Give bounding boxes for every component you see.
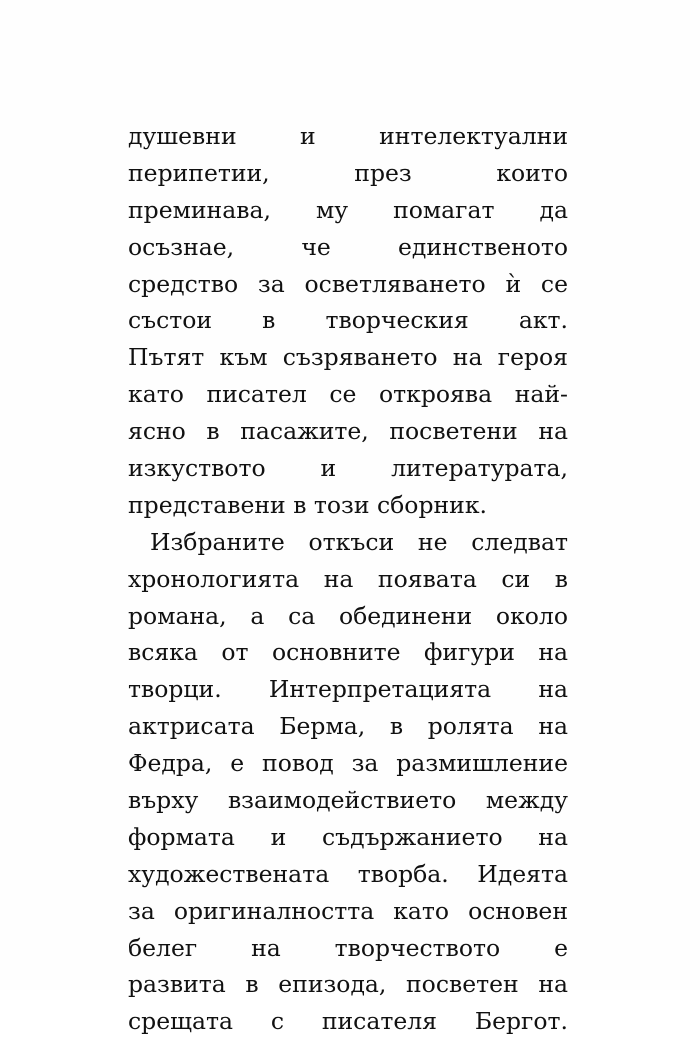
text-line: перипетии, през които — [128, 158, 568, 187]
text-line: творци. Интерпретацията на — [128, 675, 568, 704]
text-line: изкуството и литературата, — [128, 454, 568, 483]
text-line: състои в творческия акт. — [128, 306, 568, 335]
text-line: Федра, е повод за размишление — [128, 749, 568, 778]
paragraph-1 — [128, 118, 568, 524]
text-line: душевни и интелектуални — [128, 122, 568, 150]
text-line: Пътят към съзряването на героя — [128, 343, 568, 372]
text-line: като писател се откроява най- — [128, 380, 568, 409]
text-line: преминава, му помагат да — [128, 195, 568, 224]
text-line: за оригиналността като основен — [128, 896, 568, 925]
text-line: Избраните откъси не следват — [150, 527, 568, 556]
text-line: романа, а са обединени около — [128, 601, 568, 630]
text-line: срещата с писателя Бергот. — [128, 1007, 568, 1036]
text-line: художествената творба. Идеята — [128, 859, 568, 888]
text-line: ясно в пасажите, посветени на — [128, 417, 568, 446]
text-line: средство за осветляването ѝ се — [128, 269, 568, 298]
paragraph-2 — [128, 524, 568, 1040]
text-line: белег на творчеството е — [128, 933, 568, 962]
text-line: формата и съдържанието на — [128, 822, 568, 851]
text-line: актрисата Берма, в ролята на — [128, 712, 568, 741]
text-line: хронологията на появата си в — [128, 564, 568, 593]
text-line: всяка от основните фигури на — [128, 638, 568, 667]
text-line: осъзнае, че единственото — [128, 232, 568, 261]
text-line: представени в този сборник. — [128, 490, 487, 519]
body-text — [128, 118, 568, 1040]
text-line: развита в епизода, посветен на — [128, 970, 568, 999]
text-line: върху взаимодействието между — [128, 786, 568, 815]
